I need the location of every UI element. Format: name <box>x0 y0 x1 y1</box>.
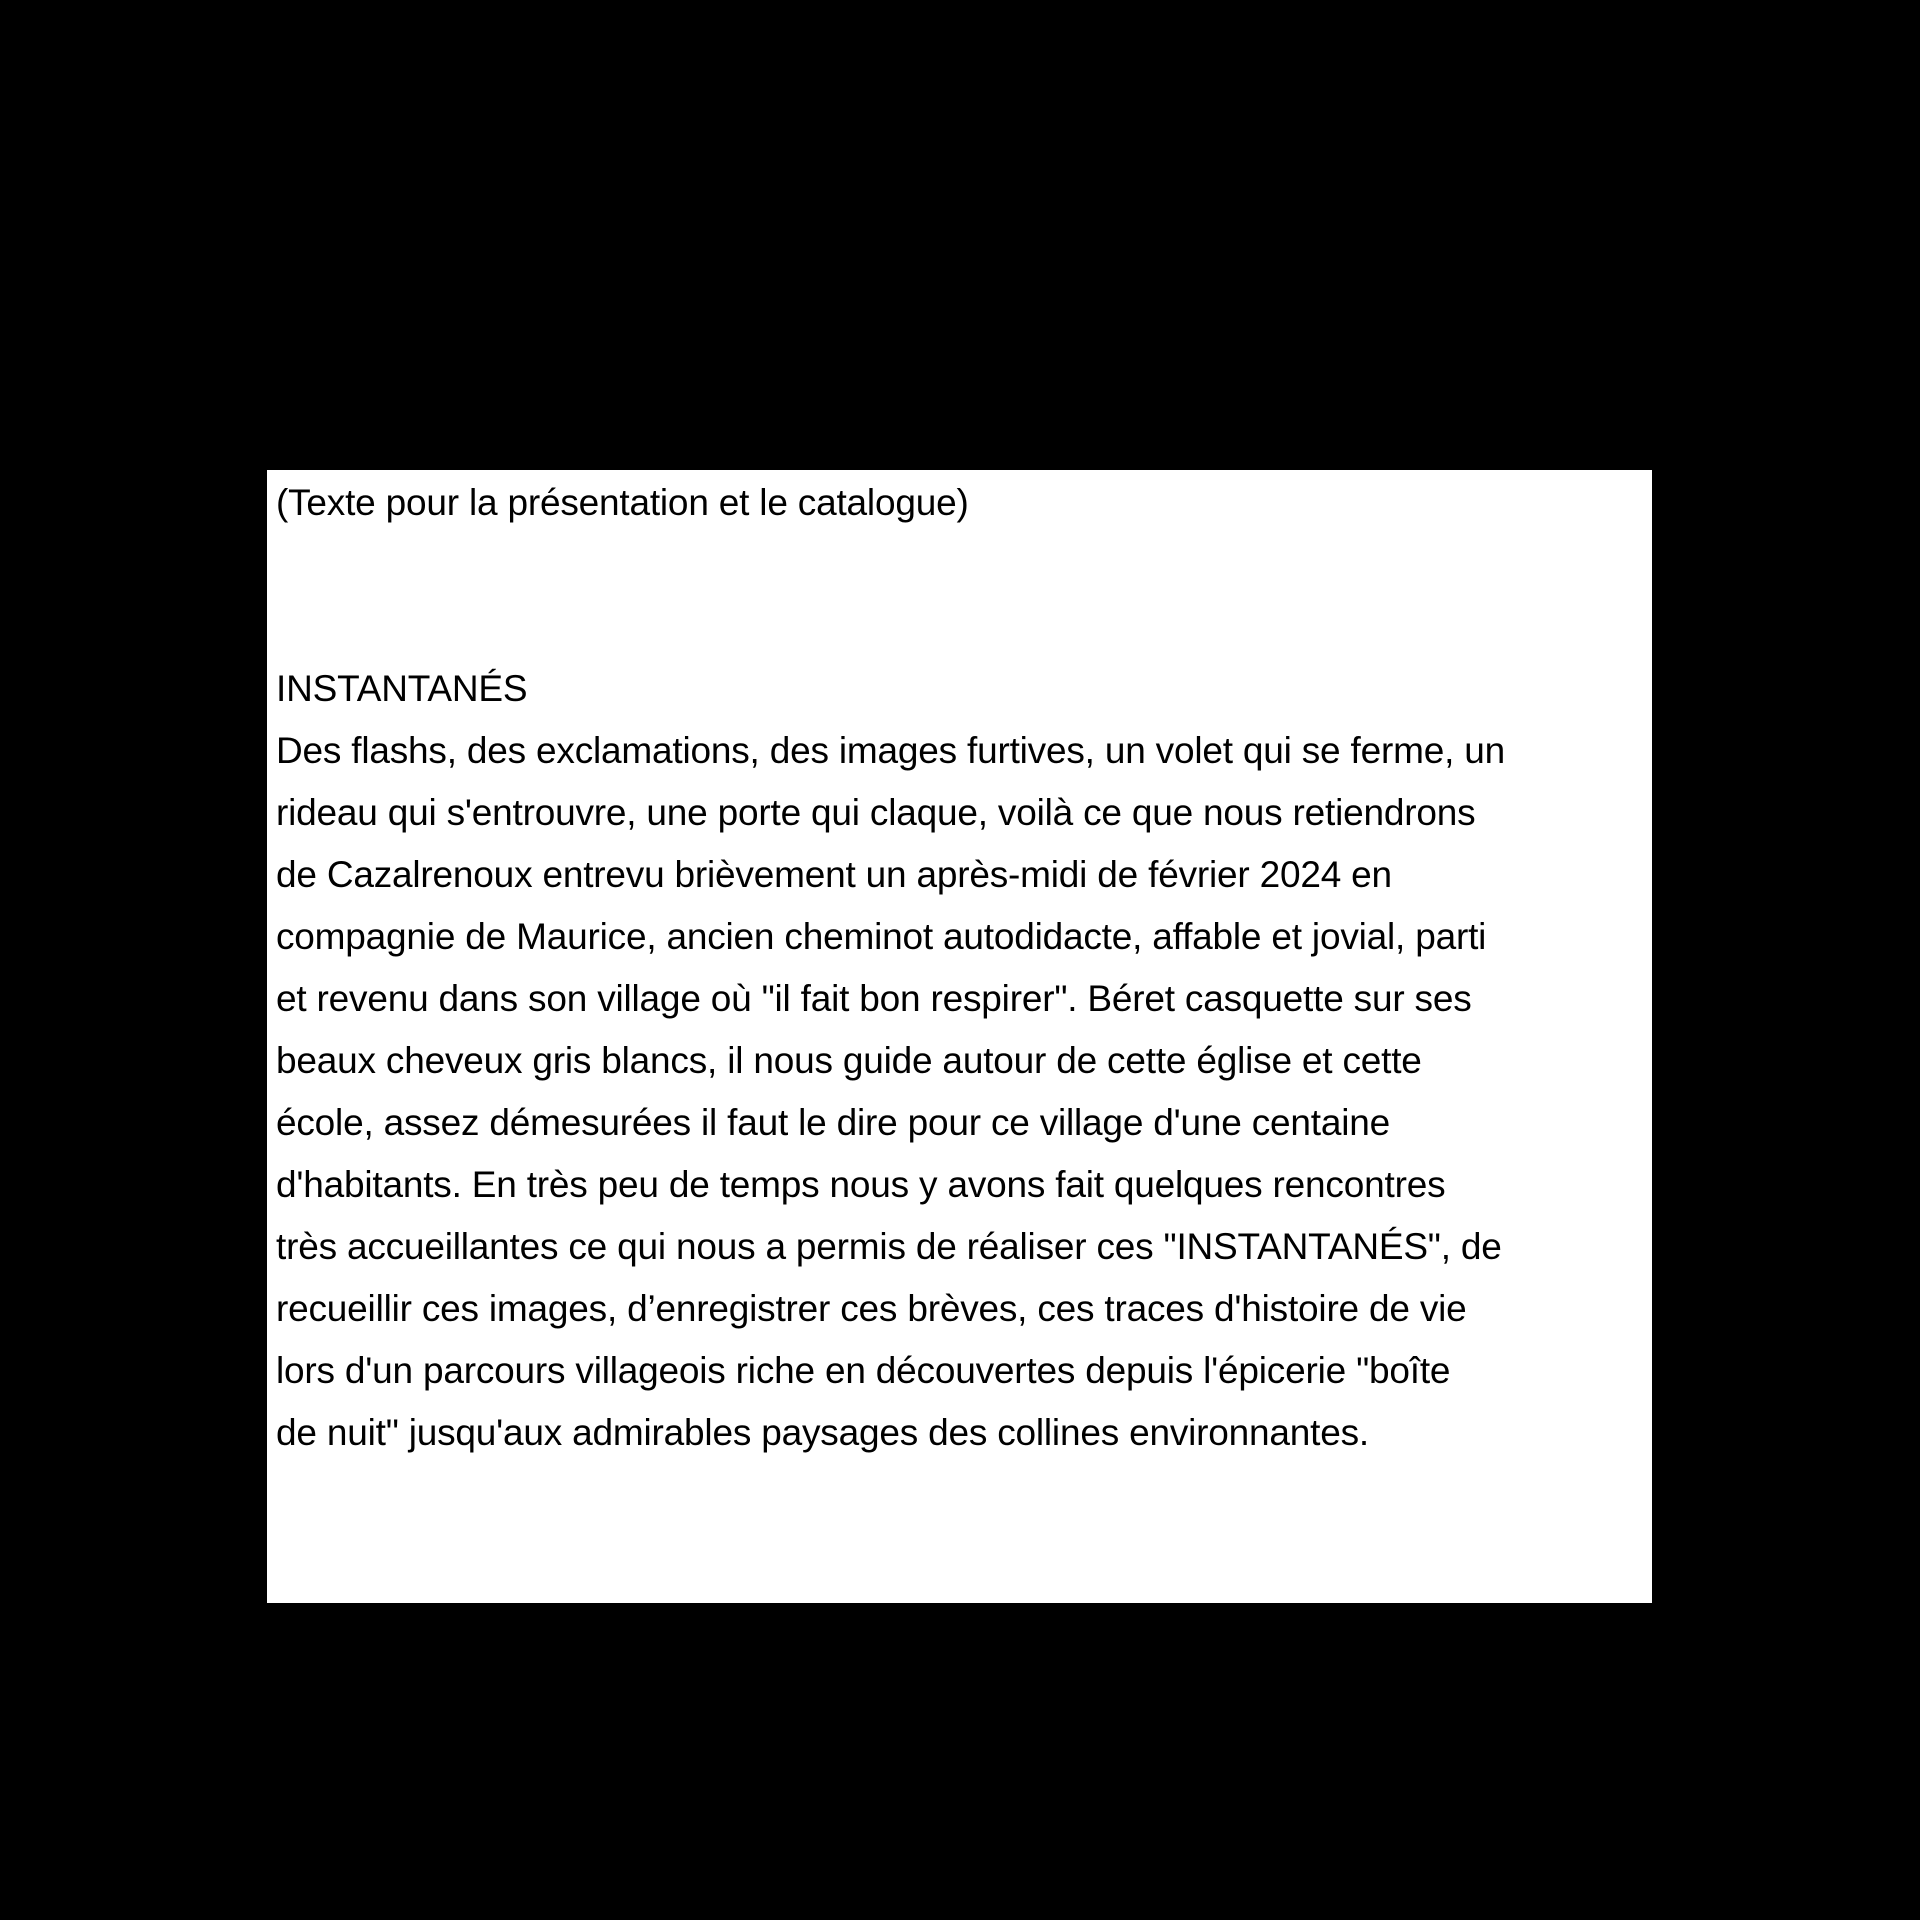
body-line: d'habitants. En très peu de temps nous y avons fait quelques rencontres <box>276 1164 1446 1205</box>
intro-note: (Texte pour la présentation et le catalogue) <box>276 482 969 523</box>
body-line: beaux cheveux gris blancs, il nous guide autour de cette église et cette <box>276 1040 1422 1081</box>
body-line: compagnie de Maurice, ancien cheminot autodidacte, affable et jovial, parti <box>276 916 1487 957</box>
body-line: rideau qui s'entrouvre, une porte qui claque, voilà ce que nous retiendrons <box>276 792 1476 833</box>
document-page <box>267 470 1652 1603</box>
document-heading: INSTANTANÉS <box>276 668 528 709</box>
body-line: recueillir ces images, d’enregistrer ces brèves, ces traces d'histoire de vie <box>276 1288 1467 1329</box>
body-line: de Cazalrenoux entrevu brièvement un après-midi de février 2024 en <box>276 854 1392 895</box>
body-paragraph <box>276 720 1642 1464</box>
body-line: très accueillantes ce qui nous a permis de réaliser ces "INSTANTANÉS", de <box>276 1226 1502 1267</box>
body-line: de nuit" jusqu'aux admirables paysages des collines environnantes. <box>276 1412 1370 1453</box>
body-line: lors d'un parcours villageois riche en découvertes depuis l'épicerie "boîte <box>276 1350 1451 1391</box>
body-line: école, assez démesurées il faut le dire pour ce village d'une centaine <box>276 1102 1391 1143</box>
body-line: et revenu dans son village où "il fait bon respirer". Béret casquette sur ses <box>276 978 1472 1019</box>
body-line: Des flashs, des exclamations, des images furtives, un volet qui se ferme, un <box>276 730 1505 771</box>
